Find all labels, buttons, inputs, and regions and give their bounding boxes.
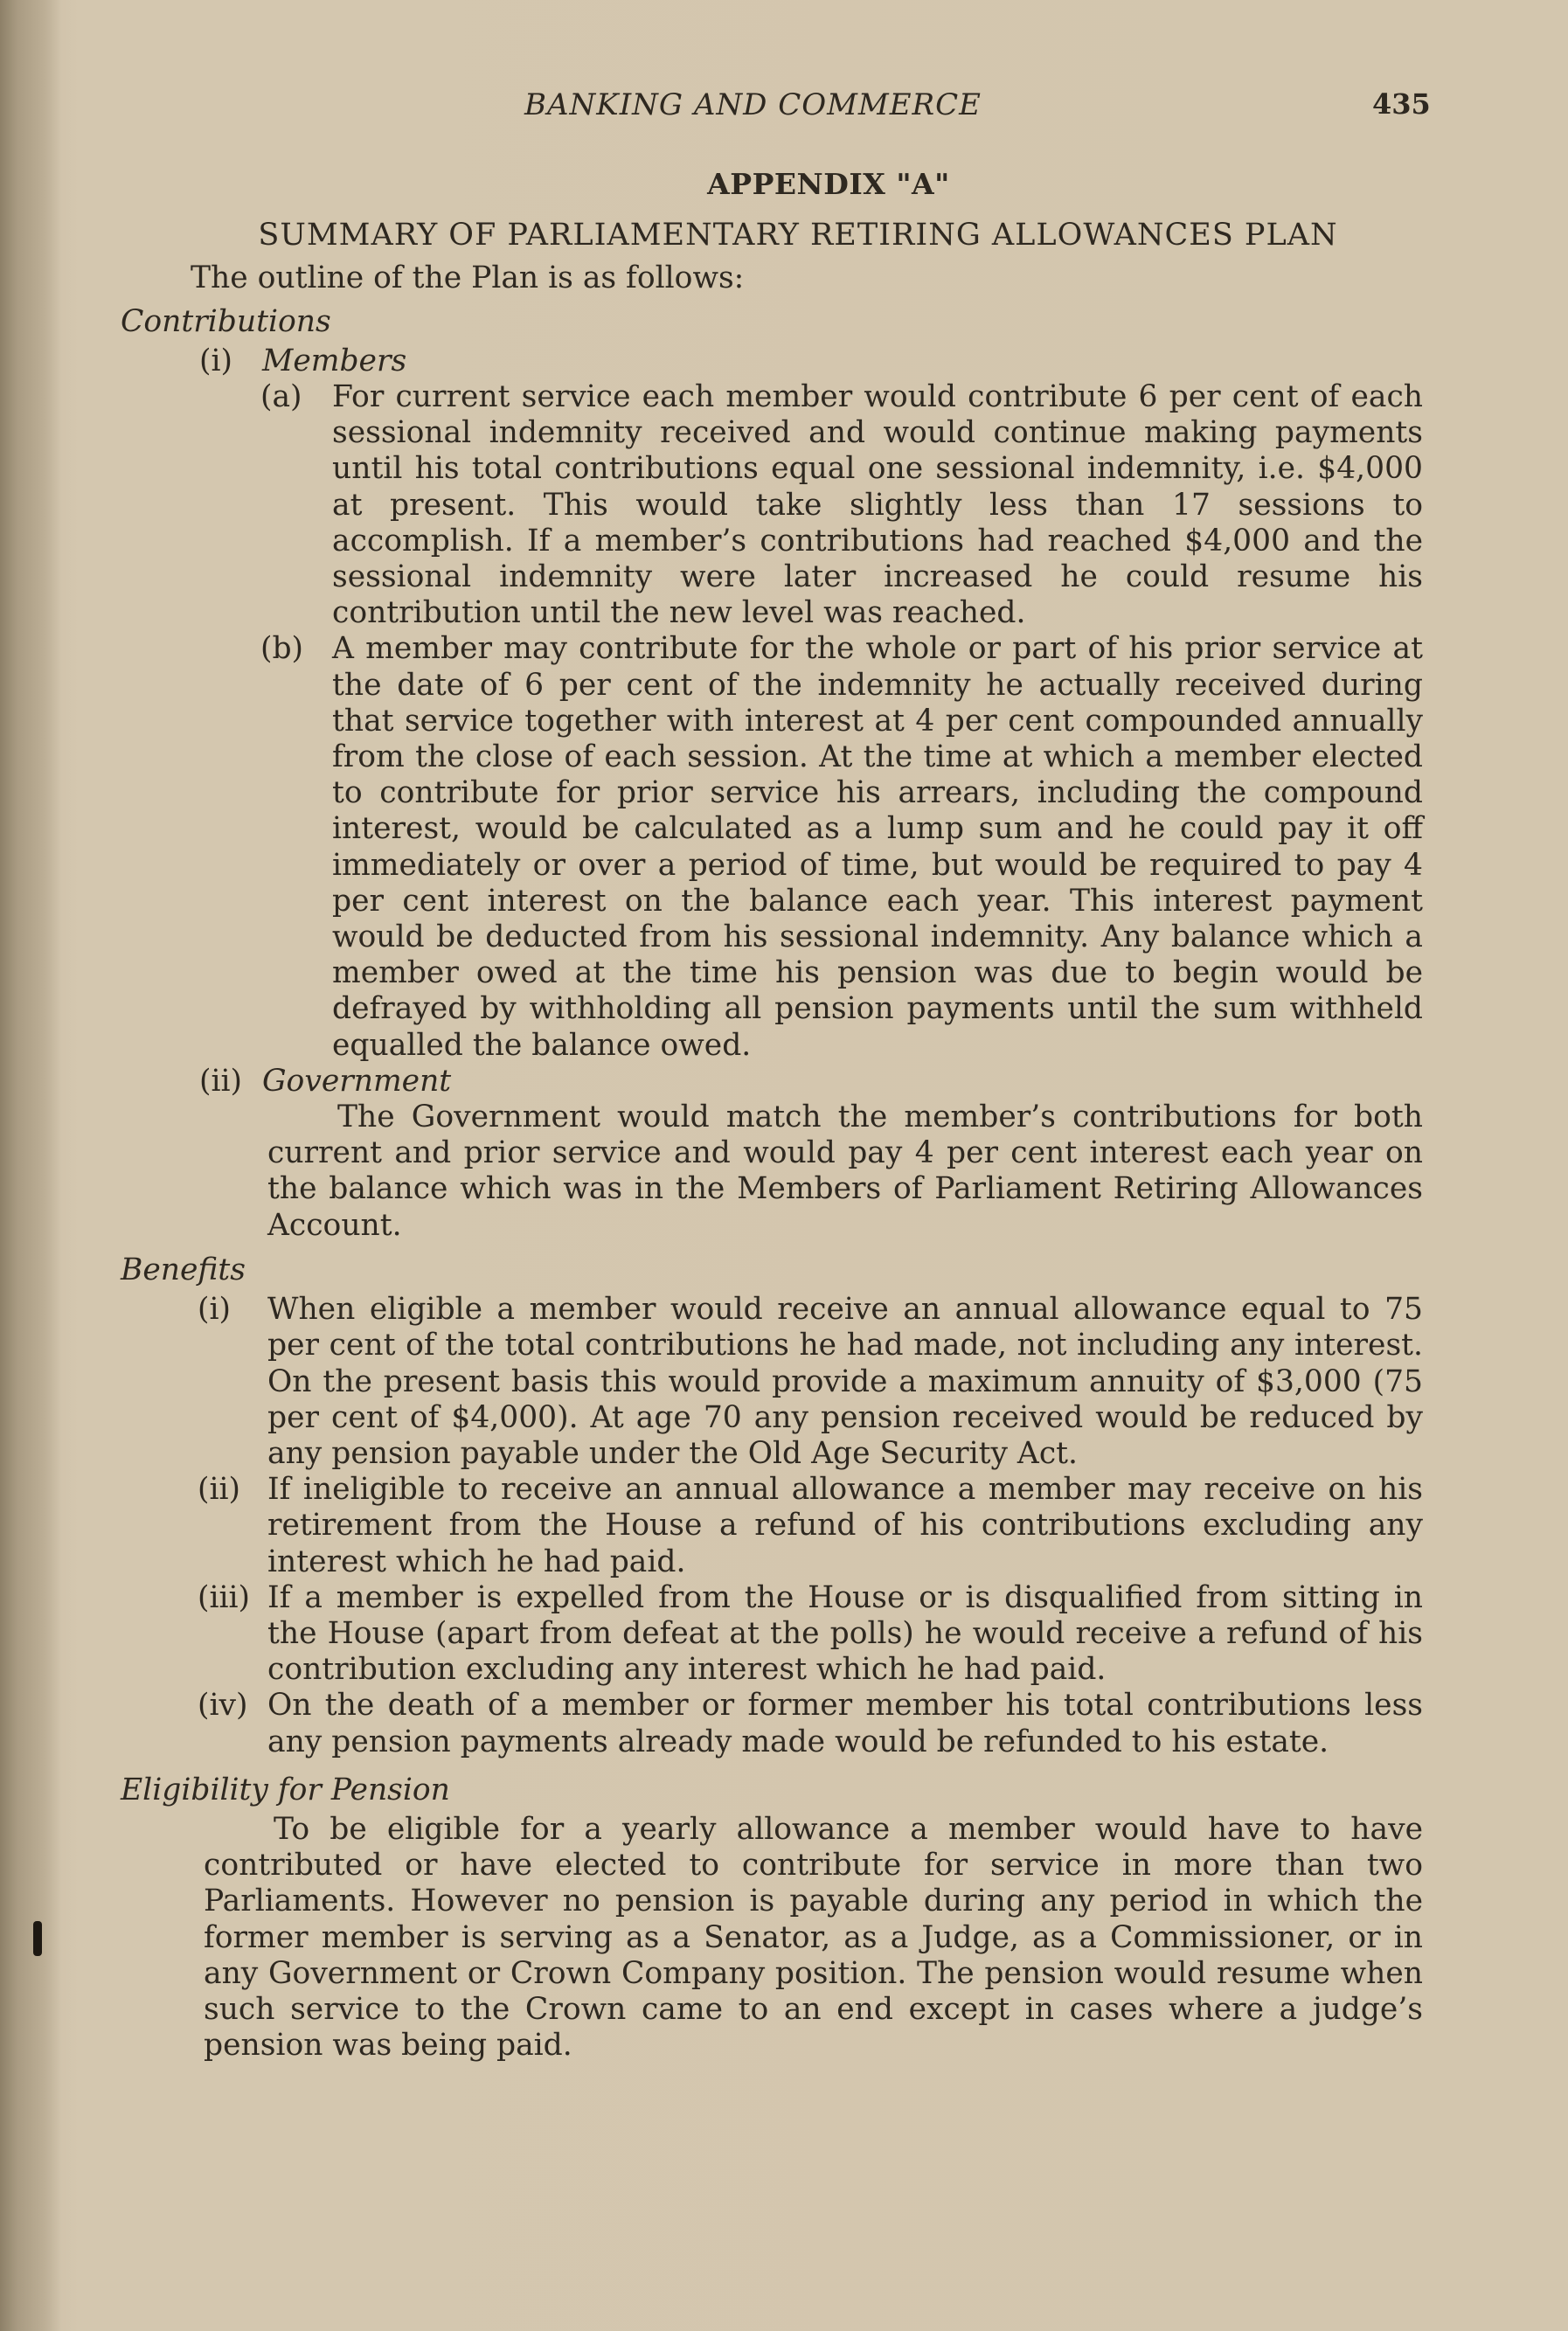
- item-number: (b): [260, 631, 304, 667]
- item-number: (iv): [198, 1688, 248, 1724]
- item-text: If ineligible to receive an annual allowance a member may receive on his retirement from the House a refund of his contributions excluding any interest which he had paid.: [267, 1472, 1423, 1579]
- contributions-heading: Contributions: [121, 303, 331, 339]
- members-subheading: [121, 343, 1423, 379]
- item-text: A member may contribute for the whole or part of his prior service at the date of 6 per cent of the indemnity he actually received during that service together with interest at 4 per cent compounded annually from the close of each session. At the time at which a member elected to contribute for prior service his arrears, including the compound interest, would be calculated as a lump sum and he could pay it off immediately or over a period of time, but would be required to pay 4 per cent interest on the balance each year. This interest payment would be deducted from his sessional indemnity. Any balance which a member owed at the time his pension was due to begin would be defrayed by withholding all pension payments until the sum withheld equalled the balance owed.: [332, 631, 1423, 1063]
- members-item-b: [121, 631, 1423, 1063]
- benefit-item-ii: [121, 1472, 1423, 1580]
- item-text: When eligible a member would receive an annual allowance equal to 75 per cent of the total contributions he had made, not including any interest. On the present basis this would provide a maximum annuity of $3,000 (75 per cent of $4,000). At age 70 any pension received would be reduced by any pension payable under the Old Age Security Act.: [267, 1292, 1423, 1471]
- item-number: (i): [198, 1292, 231, 1328]
- book-spine-shadow: [0, 0, 61, 2331]
- members-item-a: [121, 379, 1423, 631]
- item-number: (ii): [198, 1472, 240, 1508]
- running-title: BANKING AND COMMERCE: [524, 87, 982, 122]
- members-title: Members: [262, 343, 407, 378]
- government-subheading: [121, 1064, 1423, 1100]
- benefit-item-i: [121, 1292, 1423, 1472]
- item-number: (iii): [198, 1579, 251, 1615]
- eligibility-text: To be eligible for a yearly allowance a member would have to have contributed or have elected to contribute for service in more than two Parliaments. However no pension is payable during any period in which the former member is serving as a Senator, as a Judge, as a Commissioner, or in any Government or Crown Company position. The pension would resume when such service to the Crown came to an end except in cases where a judge’s pension was being paid.: [204, 1811, 1423, 2064]
- eligibility-heading: Eligibility for Pension: [121, 1772, 450, 1807]
- benefit-item-iv: [121, 1688, 1423, 1759]
- government-text: The Government would match the member’s contributions for both current and prior service and would pay 4 per cent interest each year on the balance which was in the Members of Parliament Retiring Allowances Account.: [267, 1100, 1423, 1243]
- page-number: 435: [1372, 87, 1431, 121]
- summary-title: SUMMARY OF PARLIAMENTARY RETIRING ALLOWANCES PLAN: [258, 218, 1338, 253]
- page-body: [121, 166, 1423, 2064]
- item-text: For current service each member would contribute 6 per cent of each sessional indemnity received and would continue making payments until his total contributions equal one sessional indemnity, i.e. $4,000 at present. This would take slightly less than 17 sessions to accomplish. If a member’s contributions had reached $4,000 and the sessional indemnity were later increased he could resume his contribution until the new level was reached.: [332, 379, 1423, 631]
- running-header: [0, 87, 1568, 126]
- appendix-title: APPENDIX "A": [707, 167, 950, 201]
- item-text: If a member is expelled from the House or is disqualified from sitting in the House (apart from defeat at the polls) he would receive a refund of his contribution excluding any interest which he had paid.: [267, 1579, 1423, 1688]
- binding-mark: [33, 1921, 42, 1956]
- item-number: (a): [260, 379, 302, 415]
- members-number: (i): [199, 343, 232, 378]
- intro-text: The outline of the Plan is as follows:: [191, 260, 745, 296]
- government-number: (ii): [199, 1063, 242, 1099]
- item-text: On the death of a member or former member his total contributions less any pension payments already made would be refunded to his estate.: [267, 1688, 1423, 1759]
- benefit-item-iii: [121, 1580, 1423, 1689]
- government-title: Government: [262, 1063, 452, 1099]
- benefits-heading: Benefits: [121, 1252, 246, 1287]
